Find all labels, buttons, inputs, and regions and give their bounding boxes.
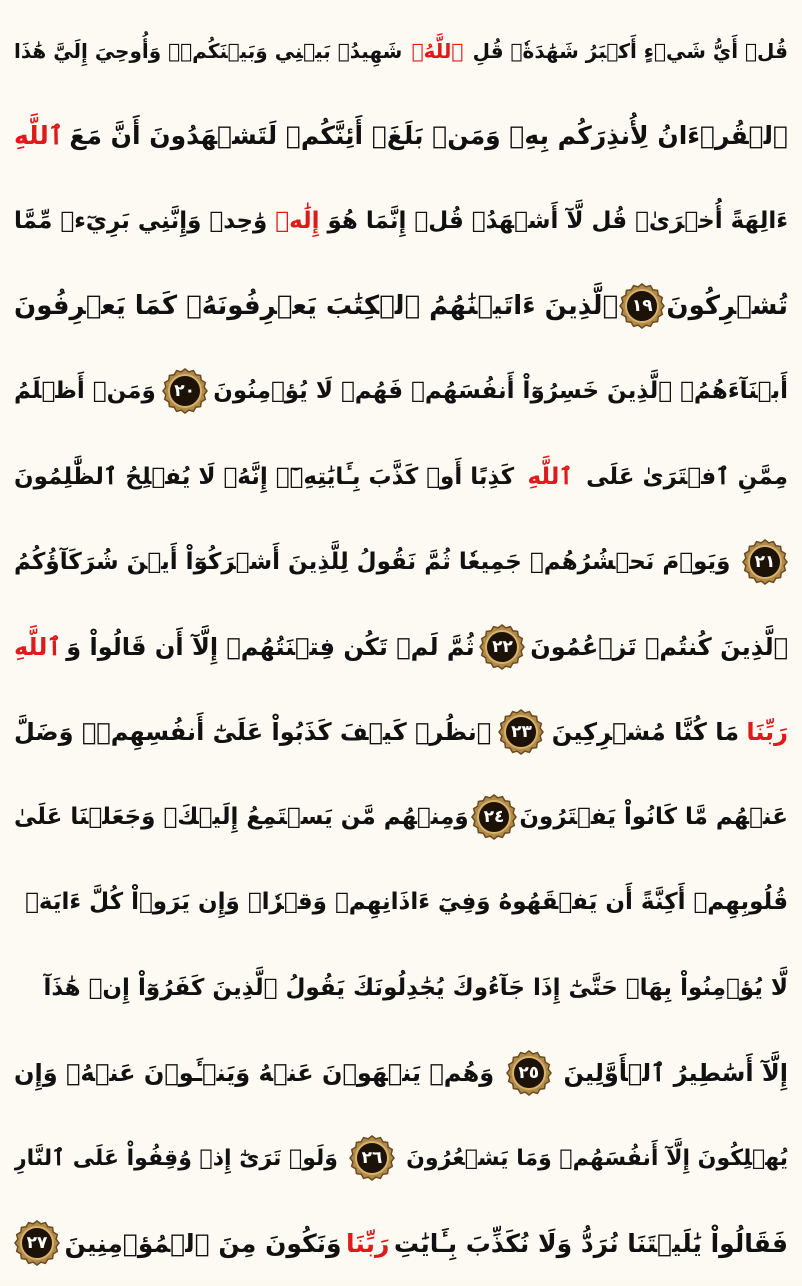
ayah-number-marker	[498, 709, 544, 755]
divine-name-text: ٱللَّهِ	[527, 463, 573, 490]
verse-text: عَنۡهُم مَّا كَانُواْ يَفۡتَرُونَ	[519, 804, 788, 831]
verse-line	[14, 945, 788, 1030]
ayah-number-marker	[349, 1135, 395, 1181]
ayah-number: ٢٤	[483, 807, 505, 828]
ayah-number: ١٩	[631, 296, 653, 317]
verse-line	[14, 519, 788, 604]
verse-text: وَيَوۡمَ نَحۡشُرُهُمۡ جَمِيعٗا ثُمَّ نَقُولُ لِلَّذِينَ أَشۡرَكُوٓاْ أَيۡنَ شُرَكَآؤُكُمُ	[14, 548, 731, 575]
ayah-number-marker	[479, 624, 525, 670]
verse-text: ٱلَّذِينَ كُنتُمۡ تَزۡعُمُونَ	[530, 632, 788, 661]
ayah-number: ٢٧	[26, 1233, 48, 1254]
verse-text: أَبۡنَآءَهُمُۘ ٱلَّذِينَ خَسِرُوٓاْ أَنفُسَهُمۡ فَهُمۡ لَا يُؤۡمِنُونَ	[213, 378, 788, 405]
verse-text: وَمَنۡ أَظۡلَمُ	[14, 378, 156, 405]
verse-text: ٱلَّذِينَ ءَاتَيۡنَٰهُمُ ٱلۡكِتَٰبَ يَعۡرِفُونَهُۥ كَمَا يَعۡرِفُونَ	[14, 291, 619, 322]
verse-text: وَنَكُونَ مِنَ ٱلۡمُؤۡمِنِينَ	[64, 1228, 342, 1258]
ayah-number: ٢٠	[174, 381, 195, 402]
verse-text: ٱنظُرۡ كَيۡفَ كَذَبُواْ عَلَىٰٓ أَنفُسِهِمۡۚ وَضَلَّ	[14, 718, 492, 747]
verse-text: مَا كُنَّا مُشۡرِكِينَ	[551, 718, 740, 747]
ayah-number-marker	[619, 283, 665, 329]
verse-line	[14, 434, 788, 519]
divine-name-text: ٱللَّهِ	[14, 632, 62, 661]
verse-line	[14, 264, 788, 349]
ayah-number-marker	[506, 1050, 552, 1096]
divine-name-text: رَبِّنَا	[346, 1228, 390, 1258]
verse-line	[14, 8, 788, 93]
verse-text: كَذِبًا أَوۡ كَذَّبَ بِـَٔايَٰتِهِۦٓۚ إِنَّهُۥ لَا يُفۡلِحُ ٱلظَّٰلِمُونَ	[14, 463, 515, 490]
ayah-number: ٢٥	[518, 1062, 540, 1083]
verse-text: ءَالِهَةً أُخۡرَىٰۚ قُل لَّآ أَشۡهَدُۚ قُلۡ إِنَّمَا هُوَ	[327, 207, 788, 234]
ayah-number: ٢١	[754, 551, 776, 572]
ayah-number: ٢٦	[361, 1148, 383, 1169]
ayah-number-marker	[162, 368, 208, 414]
verse-line	[14, 349, 788, 434]
verse-line	[14, 178, 788, 263]
verse-line	[14, 93, 788, 178]
verse-line	[14, 775, 788, 860]
verse-text: وَلَوۡ تَرَىٰٓ إِذۡ وُقِفُواْ عَلَى ٱلنَّارِ	[14, 1145, 338, 1171]
verse-text: وَهُمۡ يَنۡهَوۡنَ عَنۡهُ وَيَنۡـَٔوۡنَ عَنۡهُۖ وَإِن	[14, 1058, 495, 1087]
verse-lines	[14, 8, 788, 1286]
verse-text: فَقَالُواْ يَٰلَيۡتَنَا نُرَدُّ وَلَا نُكَذِّبَ بِـَٔايَٰتِ	[393, 1228, 788, 1258]
verse-text: شَهِيدُۢ بَيۡنِي وَبَيۡنَكُمۡۚ وَأُوحِيَ إِلَيَّ هَٰذَا	[14, 38, 403, 63]
ayah-number-marker	[742, 539, 788, 585]
ayah-number-marker	[14, 1220, 60, 1266]
divine-name-text: رَبِّنَا	[746, 718, 788, 747]
verse-text: مِمَّنِ ٱفۡتَرَىٰ عَلَى	[586, 463, 788, 490]
verse-text: وَٰحِدٞ وَإِنَّنِي بَرِيٓءٞ مِّمَّا	[14, 207, 268, 234]
verse-line	[14, 1115, 788, 1200]
verse-text: وَمِنۡهُم مَّن يَسۡتَمِعُ إِلَيۡكَۖ وَجَعَلۡنَا عَلَىٰ	[14, 804, 469, 831]
divine-name-text: ٱللَّهِ	[14, 121, 64, 151]
verse-text: إِلَّآ أَسَٰطِيرُ ٱلۡأَوَّلِينَ	[563, 1058, 788, 1087]
verse-text: ٱلۡقُرۡءَانُ لِأُنذِرَكُم بِهِۦ وَمَنۢ بَلَغَۚ أَئِنَّكُمۡ لَتَشۡهَدُونَ أَنَّ مَعَ	[69, 121, 788, 151]
verse-text: لَّا يُؤۡمِنُواْ بِهَاۖ حَتَّىٰٓ إِذَا جَآءُوكَ يُجَٰدِلُونَكَ يَقُولُ ٱلَّذِينَ كَفَرُوٓاْ إِنۡ هَٰذَآ	[43, 974, 788, 1001]
verse-line	[14, 1030, 788, 1115]
divine-name-text: إِلَٰهٞ	[275, 207, 320, 234]
verse-text: تُشۡرِكُونَ	[666, 291, 788, 322]
verse-line	[14, 690, 788, 775]
ayah-number: ٢٢	[492, 636, 513, 657]
ayah-number-marker	[471, 794, 517, 840]
verse-line	[14, 1201, 788, 1286]
verse-text: ثُمَّ لَمۡ تَكُن فِتۡنَتُهُمۡ إِلَّآ أَن قَالُواْ وَ	[66, 632, 475, 661]
verse-line	[14, 604, 788, 689]
verse-text: قُلُوبِهِمۡ أَكِنَّةً أَن يَفۡقَهُوهُ وَفِيٓ ءَاذَانِهِمۡ وَقۡرٗاۚ وَإِن يَرَوۡاْ كُلَّ ءَايَةٖ	[25, 889, 788, 916]
verse-text: قُلۡ أَيُّ شَيۡءٍ أَكۡبَرُ شَهَٰدَةٗۖ قُلِ	[472, 38, 788, 63]
divine-name-text: ٱللَّهُۖ	[411, 38, 464, 63]
verse-text: يُهۡلِكُونَ إِلَّآ أَنفُسَهُمۡ وَمَا يَشۡعُرُونَ	[406, 1145, 788, 1171]
verse-line	[14, 860, 788, 945]
ayah-number: ٢٣	[511, 722, 532, 743]
